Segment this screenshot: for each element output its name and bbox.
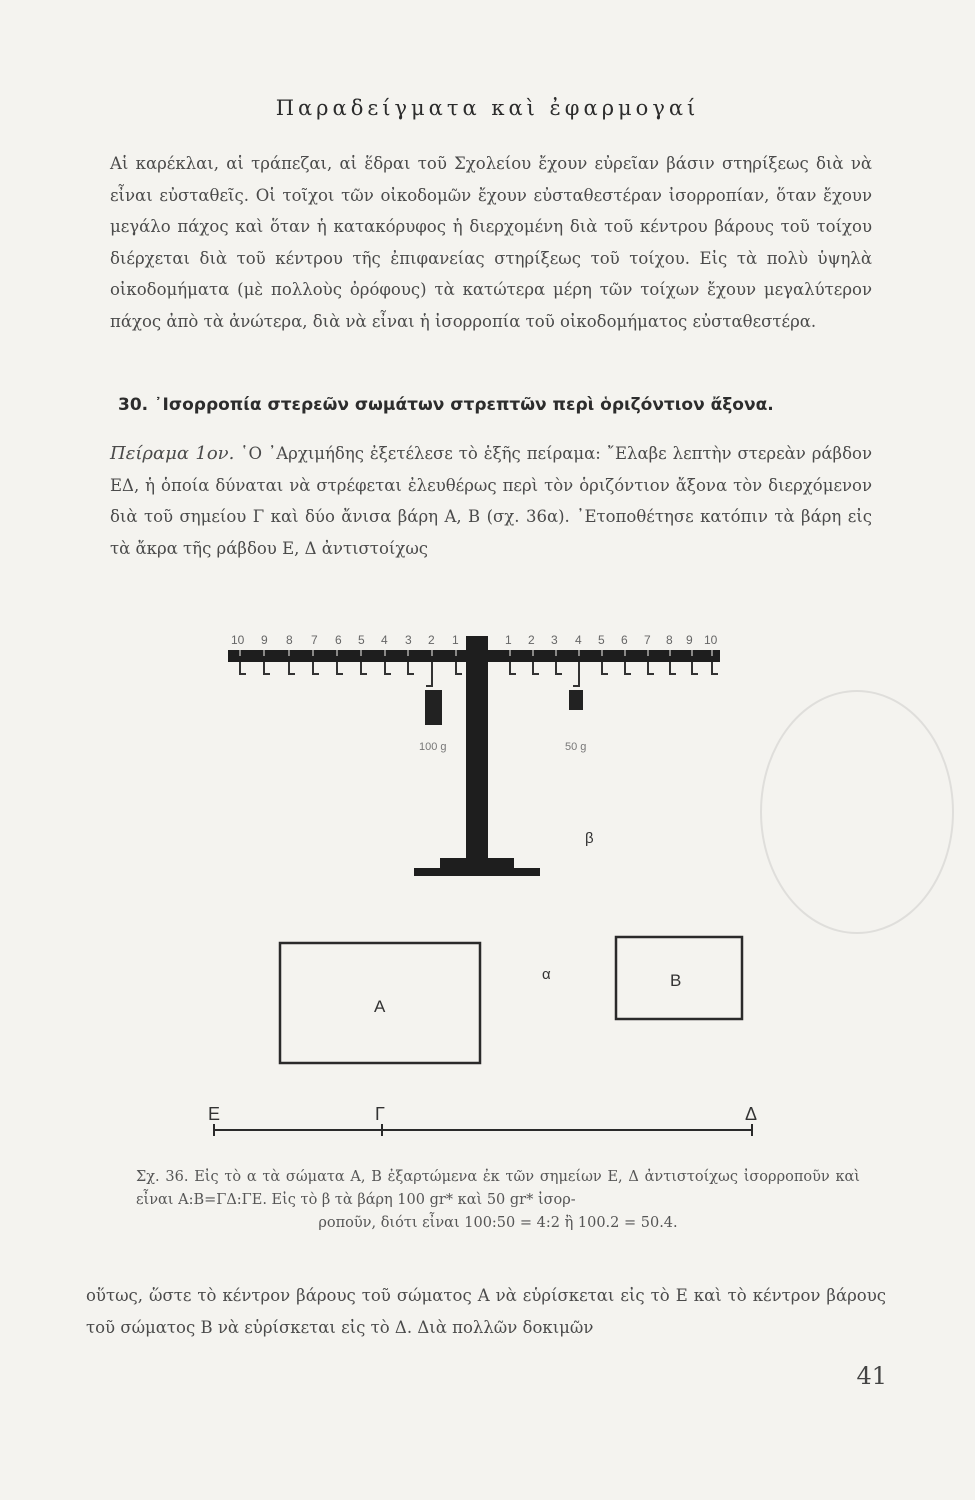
scale-left-9: 9 [261, 633, 268, 647]
scale-left-8: 8 [286, 633, 293, 647]
paragraph-continuation: οὕτως, ὥστε τὸ κέντρον βάρους τοῦ σώματος Α νὰ εὑρίσκεται εἰς τὸ Ε καὶ τὸ κέντρον βάρους τοῦ σώματος Β νὰ εὑρίσκεται εἰς τὸ Δ. Διὰ πολλῶν δοκιμῶν [86, 1286, 886, 1337]
label-E: Ε [208, 1104, 221, 1124]
scale-left-1: 1 [452, 633, 459, 647]
scale-right-10: 10 [704, 633, 718, 647]
scale-left-10: 10 [231, 633, 245, 647]
scale-left-6: 6 [335, 633, 342, 647]
caption-line-1: Σχ. 36. Εἰς τὸ α τὰ σώματα Α, Β ἐξαρτώμενα ἐκ τῶν σημείων Ε, Δ ἀντιστοίχως ἰσορροποῦν καὶ εἶναι Α:Β=ΓΔ:ΓΕ. Εἰς τὸ β τὰ βάρη 100 gr* καὶ 50 gr* ἰσορ- [136, 1169, 860, 1208]
scale-left-5: 5 [358, 633, 365, 647]
section-title: 30. ᾿Ισορροπία στερεῶν σωμάτων στρεπτῶν περὶ ὁριζόντιον ἄξονα. [118, 395, 774, 415]
caption-line-2: ροποῦν, διότι εἶναι 100:50 = 4:2 ἢ 100.2 = 50.4. [318, 1215, 678, 1231]
scale-right-6: 6 [621, 633, 628, 647]
left-weight-label: 100 g [419, 741, 447, 753]
stand-post [466, 636, 488, 858]
label-A: Α [374, 997, 386, 1016]
stand-base-bottom [414, 868, 540, 876]
scale-left-4: 4 [381, 633, 388, 647]
scale-left-7: 7 [311, 633, 318, 647]
scale-right-1: 1 [505, 633, 512, 647]
left-weight-100g [425, 690, 442, 725]
left-weight-hook [426, 662, 432, 686]
scale-right-4: 4 [575, 633, 582, 647]
label-beta: β [585, 830, 594, 847]
scale-right-8: 8 [666, 633, 673, 647]
scale-right-3: 3 [551, 633, 558, 647]
scale-numbers-right [505, 633, 718, 647]
figure-caption [136, 1166, 860, 1235]
label-D: Δ [745, 1104, 758, 1124]
right-weight-50g [569, 690, 583, 710]
experiment-label: Πείραμα 1ον. [110, 443, 235, 464]
paragraph-stability-examples: Αἱ καρέκλαι, αἱ τράπεζαι, αἱ ἕδραι τοῦ Σχολείου ἔχουν εὐρεῖαν βάσιν στηρίξεως διὰ νὰ εἶναι εὐσταθεῖς. Οἱ τοῖχοι τῶν οἰκοδομῶν ἔχουν εὐσταθεστέραν ἰσορροπίαν, ὅταν ἔχουν μεγάλο πάχος καὶ ὅταν ἡ κατακόρυφος ἡ διερχομένη διὰ τοῦ κέντρου βάρους τοῦ τοίχου διέρχεται διὰ τοῦ κέντρου τῆς ἐπιφανείας στηρίξεως τοῦ τοίχου. Εἰς τὰ πολὺ ὑψηλὰ οἰκοδομήματα (μὲ πολλοὺς ὀρόφους) τὰ κατώτερα μέρη τῶν τοίχων ἔχουν μεγαλύτερον πάχος ἀπὸ τὰ ἀνώτερα, διὰ νὰ εἶναι ἡ ἰσορροπία τοῦ οἰκοδομήματος εὐσταθεστέρα. [110, 154, 872, 331]
label-G: Γ [375, 1104, 385, 1124]
right-weight-hook [573, 662, 579, 686]
label-B: Β [670, 971, 682, 990]
scale-right-5: 5 [598, 633, 605, 647]
page-heading: Παραδείγματα καὶ ἐφαρμογαί [275, 96, 700, 120]
stand-base-top [440, 858, 514, 868]
experiment-text: ῾Ο ᾿Αρχιμήδης ἐξετέλεσε τὸ ἑξῆς πείραμα: ῎Ελαβε λεπτὴν στερεὰν ράβδον ΕΔ, ἡ ὁποία δύναται νὰ στρέφεται ἐλευθέρως περὶ τὸν ὁριζόντιον ἄξονα τὸν διερχόμενον διὰ τοῦ σημείου Γ καὶ δύο ἄνισα βάρη Α, Β (σχ. 36α). ᾿Ετοποθέτησε κατόπιν τὰ βάρη εἰς τὰ ἄκρα τῆς ράβδου Ε, Δ ἀντιστοίχως [110, 444, 872, 558]
scale-right-2: 2 [528, 633, 535, 647]
right-weight-label: 50 g [565, 741, 587, 753]
scale-right-7: 7 [644, 633, 651, 647]
scale-left-2: 2 [428, 633, 435, 647]
scale-right-9: 9 [686, 633, 693, 647]
scale-numbers-left [231, 633, 459, 647]
page-number: 41 [856, 1362, 887, 1390]
scale-left-3: 3 [405, 633, 412, 647]
label-alpha: α [542, 966, 551, 983]
